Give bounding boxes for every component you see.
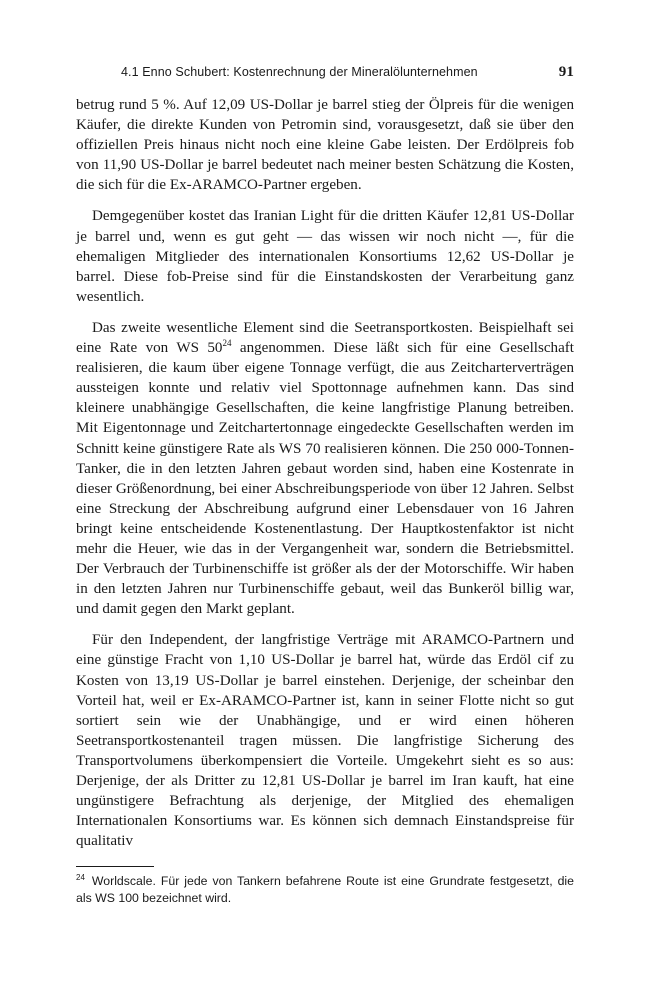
footnote	[76, 873, 574, 906]
running-head	[76, 64, 574, 86]
paragraph	[76, 318, 574, 619]
paragraph: Demgegenüber kostet das Iranian Light für die dritten Käufer 12,81 US-Dollar je barrel und, wenn es gut geht — das wissen wir noch nicht —, für die ehemaligen Mitglieder des internationalen Konsortiums 12,62 US-Dollar je barrel. Diese fob-Preise sind für die Einstandskosten der Verarbeitung ganz wesentlich.	[76, 208, 574, 305]
paragraph: Für den Independent, der langfristige Verträge mit ARAMCO-Partnern und eine günstige Fracht von 1,10 US-Dollar je barrel hat, würde das Erdöl cif zu Kosten von 13,19 US-Dollar je barrel einstehen. Derjenige, der scheinbar den Vorteil hat, weil er Ex-ARAMCO-Partner ist, kann in seiner Flotte nicht so gut sortiert sein wie der Unabhängige, und er wird einen höheren Seetransportkostenanteil tragen müssen. Die langfristige Sicherung des Transportvolumens überkompensiert die Vorteile. Umgekehrt sieht es so aus: Derjenige, der als Dritter zu 12,81 US-Dollar je barrel im Iran kauft, hat eine ungünstigere Befrachtung als derjenige, der Mitglied des ehemaligen Internationalen Konsortiums war. Es können sich demnach Einstandspreise für qualitativ	[76, 632, 574, 850]
footnote-divider	[76, 866, 154, 867]
paragraph-text: Das zweite wesentliche Element sind die Seetransportkosten. Beispielhaft sei eine Rate von WS 50	[76, 319, 574, 357]
book-page	[76, 64, 574, 906]
footnote-reference: 24	[222, 338, 232, 348]
page-number: 91	[558, 64, 574, 80]
paragraph-text: angenommen. Diese läßt sich für eine Gesellschaft realisieren, die kaum über eigene Tonnage verfügt, die aus Zeitcharterverträgen aussteigen konnte und relativ viel Spottonnage aufnehmen kann. Das sind kleinere unabhängige Gesellschaften, die keine langfristige Planung betreiben. Mit Eigentonnage und Zeitchartertonnage eingedeckte Gesellschaften werden im Schnitt keine günstigere Rate als WS 70 realisieren können. Die 250 000-Tonnen-Tanker, die in den letzten Jahren gebaut worden sind, haben eine Kostenrate in dieser Größenordnung, bei einer Abschreibungsperiode von über 12 Jahren. Selbst eine Streckung der Abschreibung aufgrund einer Lebensdauer von 16 Jahren bringt keine entscheidende Kostenentlastung. Der Hauptkostenfaktor ist nicht mehr die Heuer, wie das in der Vergangenheit war, sondern die Betriebsmittel. Der Verbrauch der Turbinenschiffe ist größer als der der Motorschiffe. Wir haben in den letzten Jahren nur Turbinenschiffe gebaut, weil das Bunkeröl billig war, und damit gegen den Markt geplant.	[76, 340, 574, 618]
footnote-text: Worldscale. Für jede von Tankern befahrene Route ist eine Grundrate festgesetzt, die als WS 100 bezeichnet wird.	[76, 874, 574, 905]
body-text	[76, 95, 574, 851]
footnote-marker: 24	[76, 873, 85, 883]
paragraph: betrug rund 5 %. Auf 12,09 US-Dollar je barrel stieg der Ölpreis für die wenigen Käufer, die direkte Kunden von Petromin sind, vorausgesetzt, daß sie über den offiziellen Preis hinaus nicht noch eine kleine Gabe leisten. Der Erdölpreis fob von 11,90 US-Dollar je barrel bedeutet nach meiner besten Schätzung die Kosten, die sich für die Ex-ARAMCO-Partner ergeben.	[76, 97, 574, 194]
running-title: 4.1 Enno Schubert: Kostenrechnung der Mineralölunternehmen	[121, 65, 478, 79]
